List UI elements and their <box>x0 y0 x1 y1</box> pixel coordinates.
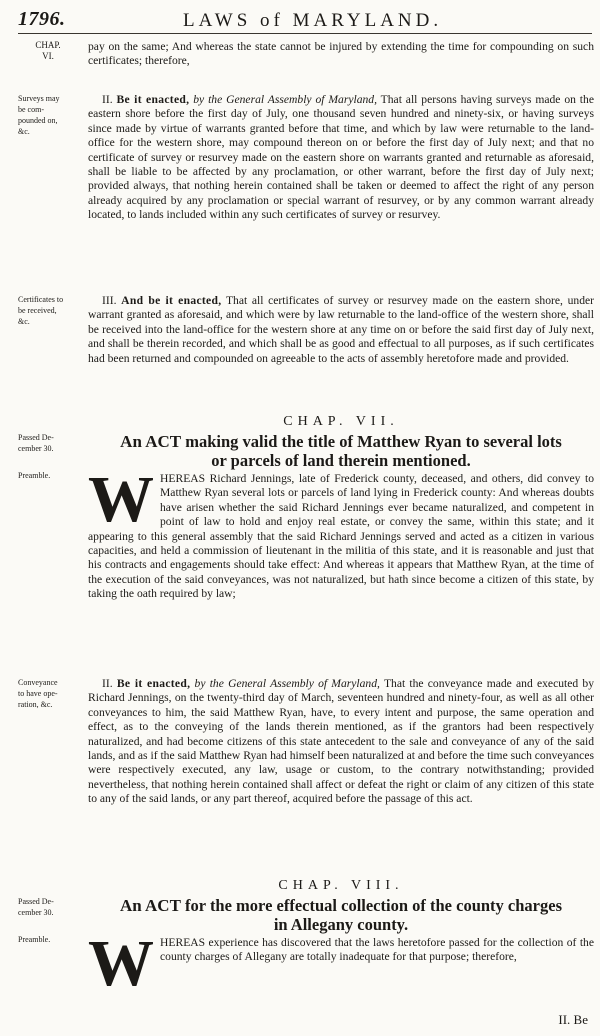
dropcap-letter: W <box>88 927 154 1000</box>
header-rule <box>18 33 592 34</box>
chap7-heading: CHAP. VII. <box>283 414 399 429</box>
section3-margin-note: Certificates to be received, &c. <box>18 295 64 326</box>
chap7-section2-paragraph: II. Be it enacted, by the General Assembly of Maryland, That the conveyance made and executed by Richard Jennings, on the twenty-third day of March, seventeen hundred and ninety-four, as well as all other conveyances to him, the said Matthew Ryan, have, to every intent and purpose, the same operation and effect, as to the conveying of the lands therein mentioned, as if the grantors had been respectively naturalized, and had become citizens of this state antecedent to the sale and conveyance of any of the said lands, and as if the said Matthew Ryan had himself been naturalized at and before the time such conveyances were respectively executed, any law, usage or custom, to the contrary notwithstanding; provided nevertheless, that nothing herein contained shall affect or defeat the right or claim of any citizen of this state to any of the said lands, or any part thereof, acquired before the passage of this act. <box>88 677 594 806</box>
chap8-passed-note: Passed De- cember 30. <box>18 897 54 917</box>
chap7-section2-margin-note: Conveyance to have ope- ration, &c. <box>18 678 58 709</box>
chap7-passed-note: Passed De- cember 30. <box>18 433 54 453</box>
chap7-preamble: W HEREAS Richard Jennings, late of Frederick county, deceased, and others, did convey to Matthew Ryan several lots or parcels of land lying in Frederick county: And whereas doubts have arisen whether the said Richard Jennings ever became naturalized, and competent in point of law to hold and enjoy real estate, or convey the same, within this state; and it appearing to this general assembly that the said Richard Jennings served and acted as a citizen in various capacities, and held a commission of lieutenant in the militia of this state, and it is reasonable and just that his contracts and engagements should take effect: And whereas it appears that Matthew Ryan, at the time of the execution of the said conveyances, was not naturalized, but hath since become a citizen of this state, by taking the oath required by law; <box>88 463 594 601</box>
section3-paragraph: III. And be it enacted, That all certificates of survey or resurvey made on the eastern shore, under warrant granted as aforesaid, and which were by law returnable to the land-office of the western shore, shall be received into the land-office for the western shore at any time on or before the said first day of July next, and shall be therein recorded, and which shall be as good and effectual to all purposes, as if such certificates had been returned and compounded on agreeable to the acts of assembly heretofore made and provided. <box>88 294 595 365</box>
section2-paragraph: II. Be it enacted, by the General Assembly of Maryland, That all persons having surveys made on the eastern shore before the first day of July, one thousand seven hundred and ninety-six, or having surveys since made by virtue of warrants granted before that time, and which by law were returnable to the land-office for the western shore, may compound thereon on or before the first day of July next; and that no certificate of survey or resurvey made on the eastern shore on warrants granted and returnable as aforesaid, shall be liable to be affected by any proclamation, or other warrant, before the first day of July next; provided always, that nothing herein contained shall be taken or deemed to affect the right of any person already acquired by any proclamation or special warrant of resurvey, or by any common warrant already located, to lands included within any such certificates of survey or resurvey. <box>88 93 594 222</box>
section2-margin-note: Surveys may be com- pounded on, &c. <box>18 94 60 136</box>
page-header <box>18 6 592 36</box>
dropcap-letter: W <box>88 463 154 536</box>
chap8-heading: CHAP. VIII. <box>278 878 404 893</box>
intro-paragraph: pay on the same; And whereas the state cannot be injured by extending the time for compounding on such certificates; therefore, <box>88 40 594 68</box>
chap6-margin: CHAP. VI. <box>35 40 61 61</box>
chap7-preamble-label: Preamble. <box>18 471 51 480</box>
chap8-preamble-label: Preamble. <box>18 935 51 944</box>
enacting-clause: Be it enacted, <box>116 677 191 690</box>
page-year: 1796. <box>18 8 66 30</box>
enacting-clause: And be it enacted, <box>121 294 222 307</box>
enacting-clause: Be it enacted, <box>116 93 190 106</box>
chap8-preamble: W HEREAS experience has discovered that the laws heretofore passed for the collection of the county charges of Allegany are totally inadequate for that purpose; therefore, <box>88 927 594 1000</box>
chap7-title: An ACT making valid the title of Matthew Ryan to several lots or parcels of land therein mentioned. <box>120 432 562 470</box>
catchword: II. Be <box>558 1012 588 1027</box>
running-title: LAWS of MARYLAND. <box>183 10 443 31</box>
chap8-title: An ACT for the more effectual collection of the county charges in Allegany county. <box>119 896 562 934</box>
